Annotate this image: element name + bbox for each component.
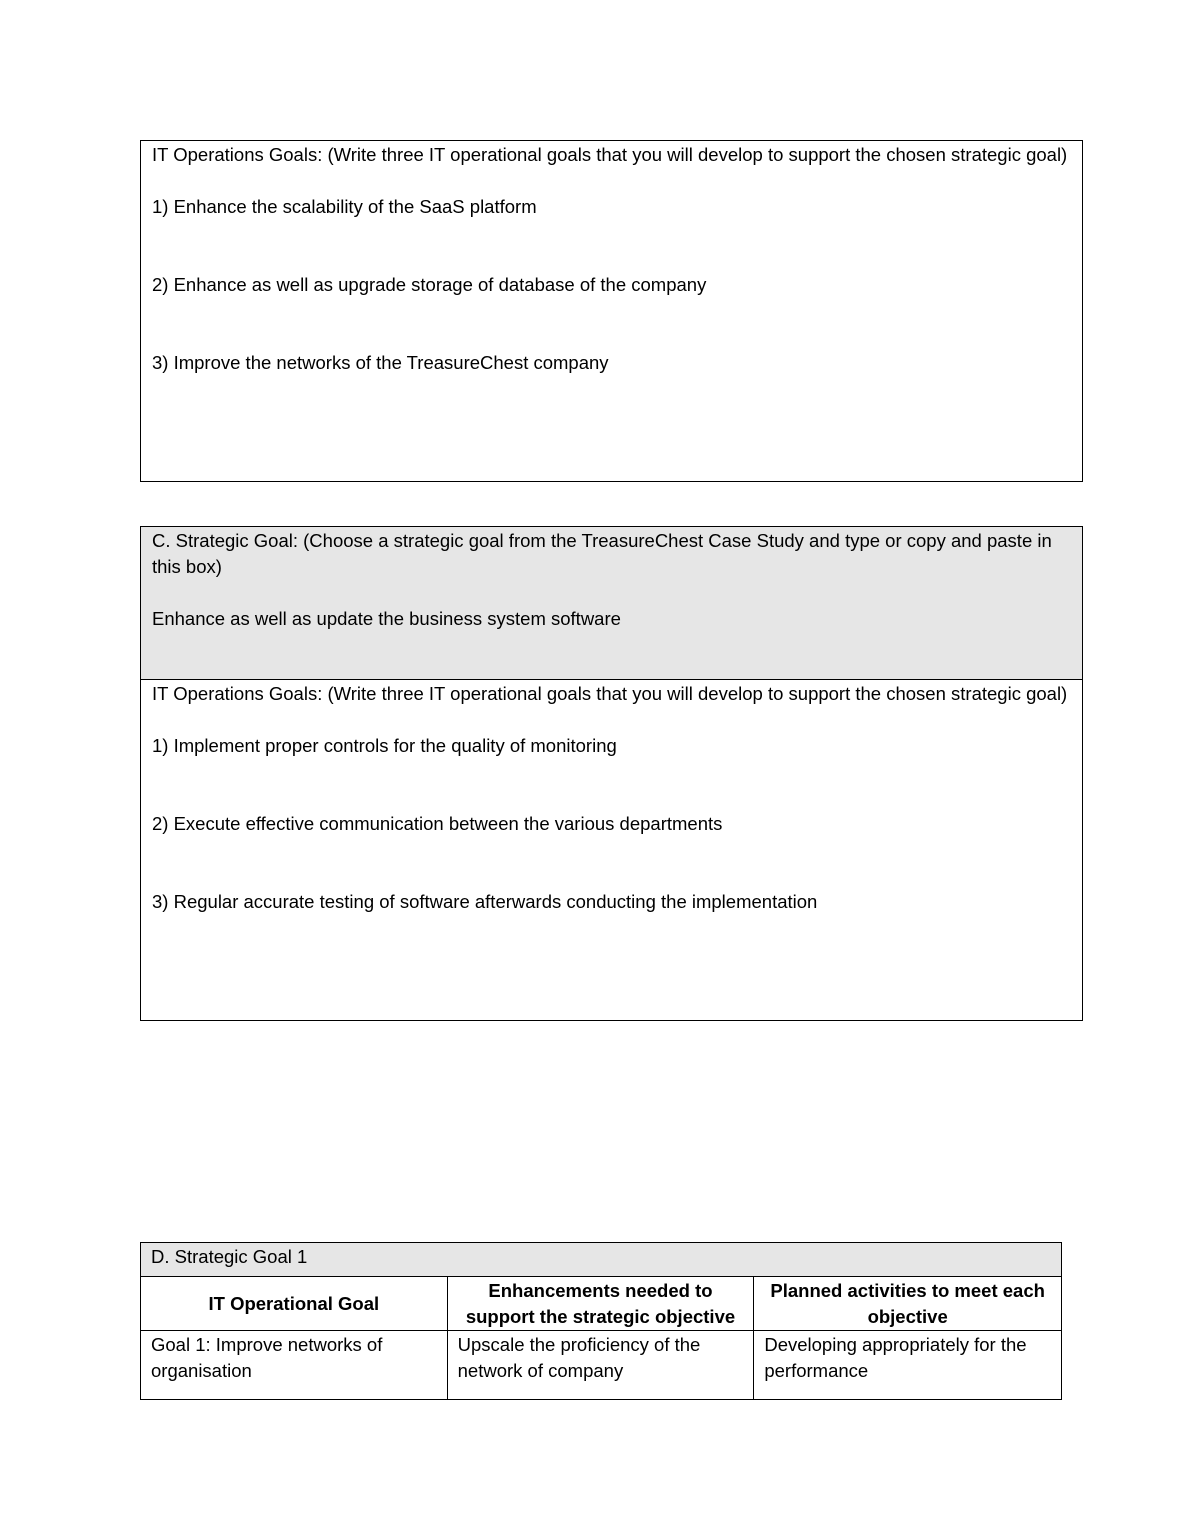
strategic-goal-text: Enhance as well as update the business system software (152, 608, 621, 629)
table-header-row (141, 1277, 1062, 1331)
table-title-row (141, 1243, 1062, 1277)
table-cell-activity: Developing appropriately for the performance (754, 1331, 1062, 1400)
strategic-goal-1-table (140, 1242, 1062, 1400)
strategic-goal-heading: C. Strategic Goal: (Choose a strategic goal from the TreasureChest Case Study and type or copy and paste in this box) (152, 530, 1052, 577)
strategic-goal-cell (141, 527, 1082, 680)
operational-goal-c-1: 1) Implement proper controls for the quality of monitoring (152, 735, 617, 756)
operational-goal-1: 1) Enhance the scalability of the SaaS platform (152, 196, 537, 217)
table-cell-enhancement: Upscale the proficiency of the network of company (447, 1331, 754, 1400)
table-title: D. Strategic Goal 1 (141, 1243, 1062, 1277)
table-cell-goal: Goal 1: Improve networks of organisation (141, 1331, 448, 1400)
it-operations-goals-box-1 (140, 140, 1083, 482)
column-header-planned-activities: Planned activities to meet each objective (754, 1277, 1062, 1331)
strategic-goal-c-box (140, 526, 1083, 1021)
operational-goal-c-3: 3) Regular accurate testing of software afterwards conducting the implementation (152, 891, 818, 912)
it-operations-goals-cell-2 (141, 680, 1082, 915)
column-header-enhancements: Enhancements needed to support the strategic objective (447, 1277, 754, 1331)
column-header-operational-goal: IT Operational Goal (141, 1277, 448, 1331)
it-operations-goals-cell (141, 141, 1082, 376)
operational-goal-c-2: 2) Execute effective communication between the various departments (152, 813, 723, 834)
table-row (141, 1331, 1062, 1400)
it-operations-goals-heading: IT Operations Goals: (Write three IT operational goals that you will develop to support the chosen strategic goal) (152, 144, 1068, 165)
operational-goal-2: 2) Enhance as well as upgrade storage of database of the company (152, 274, 707, 295)
operational-goal-3: 3) Improve the networks of the TreasureChest company (152, 352, 609, 373)
it-operations-goals-heading-2: IT Operations Goals: (Write three IT operational goals that you will develop to support the chosen strategic goal) (152, 683, 1068, 704)
